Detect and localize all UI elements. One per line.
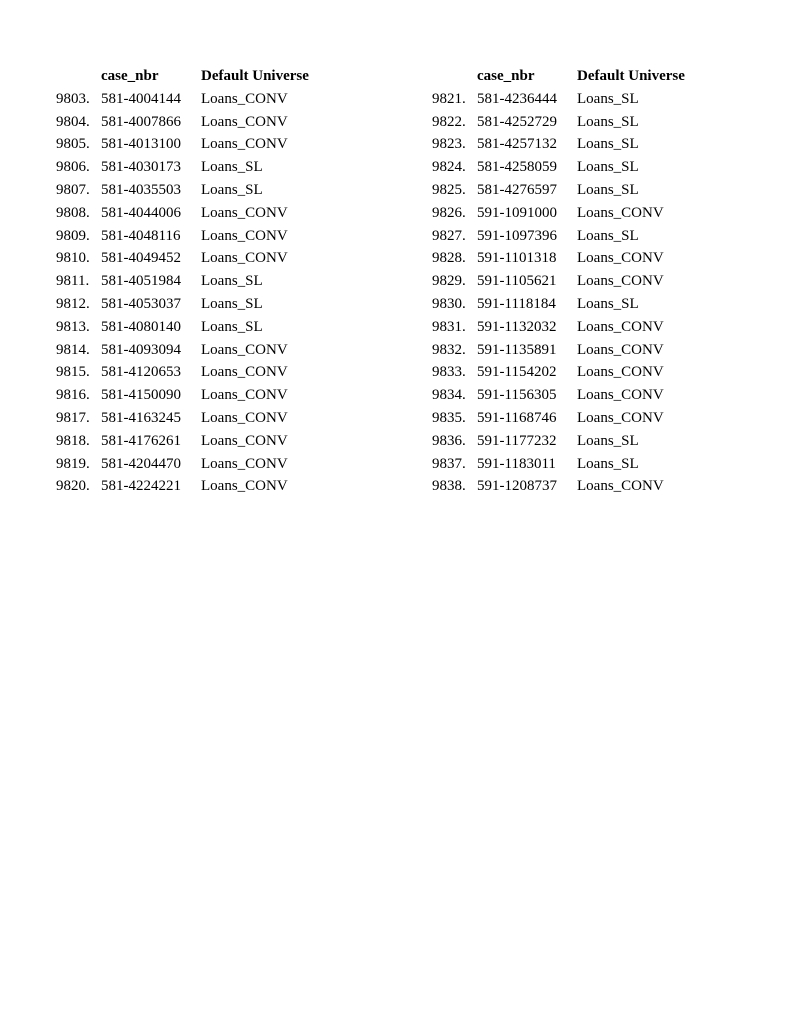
row-index: 9830. — [432, 295, 466, 312]
case-nbr-cell: 581-4257132 — [477, 136, 557, 153]
universe-cell: Loans_SL — [201, 295, 263, 312]
table-row — [56, 384, 341, 407]
case-nbr-cell: 591-1154202 — [477, 364, 557, 381]
row-index: 9815. — [56, 364, 90, 381]
row-index: 9816. — [56, 387, 90, 404]
table-row — [432, 384, 717, 407]
universe-cell: Loans_SL — [577, 295, 639, 312]
table-row — [432, 316, 717, 339]
header-row — [56, 65, 341, 88]
row-index: 9827. — [432, 227, 466, 244]
case-nbr-cell: 581-4051984 — [101, 273, 181, 290]
index-column-header — [56, 65, 101, 88]
case-nbr-column-header: case_nbr — [477, 68, 535, 84]
row-index: 9837. — [432, 455, 466, 472]
case-nbr-cell: 581-4080140 — [101, 318, 181, 335]
case-nbr-cell: 581-4276597 — [477, 181, 557, 198]
row-index: 9808. — [56, 204, 90, 221]
case-nbr-cell: 581-4258059 — [477, 159, 557, 176]
row-index: 9820. — [56, 478, 90, 495]
universe-cell: Loans_CONV — [201, 387, 288, 404]
table-row — [432, 202, 717, 225]
case-nbr-cell: 581-4007866 — [101, 113, 181, 130]
table-row — [432, 225, 717, 248]
table-row — [432, 111, 717, 134]
universe-cell: Loans_SL — [577, 181, 639, 198]
table-row — [432, 88, 717, 111]
universe-cell: Loans_SL — [577, 432, 639, 449]
right-listing-table — [432, 65, 717, 498]
row-index: 9805. — [56, 136, 90, 153]
case-nbr-cell: 581-4013100 — [101, 136, 181, 153]
table-row — [56, 407, 341, 430]
row-index: 9822. — [432, 113, 466, 130]
universe-cell: Loans_SL — [201, 318, 263, 335]
table-row — [432, 475, 717, 498]
table-row — [432, 430, 717, 453]
left-table-body — [56, 88, 341, 498]
case-nbr-cell: 591-1091000 — [477, 204, 557, 221]
case-nbr-cell: 581-4150090 — [101, 387, 181, 404]
universe-cell: Loans_CONV — [201, 90, 288, 107]
case-nbr-cell: 591-1208737 — [477, 478, 557, 495]
case-nbr-cell: 581-4252729 — [477, 113, 557, 130]
table-row — [432, 407, 717, 430]
case-nbr-cell: 581-4053037 — [101, 295, 181, 312]
table-row — [432, 453, 717, 476]
row-index: 9818. — [56, 432, 90, 449]
case-nbr-cell: 581-4176261 — [101, 432, 181, 449]
universe-cell: Loans_SL — [577, 136, 639, 153]
table-row — [432, 270, 717, 293]
table-row — [56, 453, 341, 476]
case-nbr-cell: 591-1118184 — [477, 295, 556, 312]
table-row — [56, 247, 341, 270]
universe-cell: Loans_CONV — [201, 409, 288, 426]
case-nbr-cell: 591-1132032 — [477, 318, 557, 335]
case-nbr-cell: 591-1168746 — [477, 409, 557, 426]
index-column-header — [432, 65, 477, 88]
universe-cell: Loans_SL — [577, 227, 639, 244]
table-row — [56, 270, 341, 293]
row-index: 9836. — [432, 432, 466, 449]
universe-cell: Loans_SL — [577, 90, 639, 107]
row-index: 9826. — [432, 204, 466, 221]
case-nbr-cell: 581-4204470 — [101, 455, 181, 472]
table-row — [56, 111, 341, 134]
row-index: 9832. — [432, 341, 466, 358]
case-nbr-cell: 591-1135891 — [477, 341, 557, 358]
table-row — [56, 88, 341, 111]
row-index: 9821. — [432, 90, 466, 107]
universe-cell: Loans_CONV — [577, 318, 664, 335]
universe-cell: Loans_CONV — [201, 227, 288, 244]
universe-cell: Loans_CONV — [201, 364, 288, 381]
row-index: 9834. — [432, 387, 466, 404]
universe-cell: Loans_CONV — [577, 364, 664, 381]
row-index: 9819. — [56, 455, 90, 472]
row-index: 9828. — [432, 250, 466, 267]
table-row — [56, 133, 341, 156]
table-row — [56, 225, 341, 248]
universe-cell: Loans_CONV — [201, 204, 288, 221]
table-row — [56, 475, 341, 498]
universe-cell: Loans_CONV — [201, 113, 288, 130]
case-nbr-cell: 581-4163245 — [101, 409, 181, 426]
row-index: 9824. — [432, 159, 466, 176]
table-row — [56, 316, 341, 339]
universe-cell: Loans_CONV — [201, 341, 288, 358]
left-listing-table — [56, 65, 341, 498]
universe-cell: Loans_CONV — [577, 273, 664, 290]
universe-cell: Loans_SL — [201, 181, 263, 198]
universe-cell: Loans_CONV — [577, 341, 664, 358]
table-row — [56, 293, 341, 316]
universe-cell: Loans_CONV — [577, 478, 664, 495]
case-nbr-cell: 581-4236444 — [477, 90, 557, 107]
table-row — [432, 361, 717, 384]
row-index: 9835. — [432, 409, 466, 426]
case-nbr-cell: 581-4093094 — [101, 341, 181, 358]
universe-cell: Loans_CONV — [201, 432, 288, 449]
row-index: 9806. — [56, 159, 90, 176]
table-row — [432, 179, 717, 202]
universe-cell: Loans_SL — [577, 113, 639, 130]
case-nbr-cell: 591-1183011 — [477, 455, 556, 472]
case-nbr-column-header: case_nbr — [101, 68, 159, 84]
table-row — [432, 247, 717, 270]
row-index: 9833. — [432, 364, 466, 381]
case-nbr-cell: 591-1177232 — [477, 432, 557, 449]
case-nbr-cell: 581-4049452 — [101, 250, 181, 267]
row-index: 9829. — [432, 273, 466, 290]
table-row — [56, 361, 341, 384]
table-row — [56, 430, 341, 453]
universe-cell: Loans_SL — [577, 455, 639, 472]
row-index: 9823. — [432, 136, 466, 153]
row-index: 9813. — [56, 318, 90, 335]
case-nbr-cell: 581-4120653 — [101, 364, 181, 381]
universe-cell: Loans_CONV — [577, 387, 664, 404]
row-index: 9812. — [56, 295, 90, 312]
case-nbr-cell: 581-4044006 — [101, 204, 181, 221]
universe-cell: Loans_CONV — [577, 204, 664, 221]
universe-cell: Loans_CONV — [201, 478, 288, 495]
case-nbr-cell: 591-1097396 — [477, 227, 557, 244]
row-index: 9811. — [56, 273, 90, 290]
case-nbr-cell: 581-4030173 — [101, 159, 181, 176]
table-row — [56, 179, 341, 202]
case-nbr-cell: 581-4048116 — [101, 227, 181, 244]
row-index: 9810. — [56, 250, 90, 267]
table-row — [56, 202, 341, 225]
universe-cell: Loans_CONV — [201, 250, 288, 267]
row-index: 9831. — [432, 318, 466, 335]
row-index: 9817. — [56, 409, 90, 426]
row-index: 9807. — [56, 181, 90, 198]
table-row — [432, 293, 717, 316]
row-index: 9825. — [432, 181, 466, 198]
table-row — [56, 339, 341, 362]
table-row — [432, 133, 717, 156]
case-nbr-cell: 581-4035503 — [101, 181, 181, 198]
universe-cell: Loans_SL — [577, 159, 639, 176]
universe-cell: Loans_SL — [201, 273, 263, 290]
header-row — [432, 65, 717, 88]
universe-cell: Loans_SL — [201, 159, 263, 176]
case-nbr-cell: 591-1105621 — [477, 273, 557, 290]
universe-cell: Loans_CONV — [577, 250, 664, 267]
case-nbr-cell: 591-1101318 — [477, 250, 557, 267]
right-table-body — [432, 88, 717, 498]
table-row — [432, 339, 717, 362]
row-index: 9803. — [56, 90, 90, 107]
universe-column-header: Default Universe — [201, 68, 309, 84]
universe-cell: Loans_CONV — [201, 136, 288, 153]
universe-cell: Loans_CONV — [201, 455, 288, 472]
case-nbr-cell: 581-4004144 — [101, 90, 181, 107]
universe-cell: Loans_CONV — [577, 409, 664, 426]
case-nbr-cell: 581-4224221 — [101, 478, 181, 495]
table-row — [56, 156, 341, 179]
row-index: 9814. — [56, 341, 90, 358]
row-index: 9809. — [56, 227, 90, 244]
row-index: 9804. — [56, 113, 90, 130]
row-index: 9838. — [432, 478, 466, 495]
table-row — [432, 156, 717, 179]
universe-column-header: Default Universe — [577, 68, 685, 84]
case-nbr-cell: 591-1156305 — [477, 387, 557, 404]
